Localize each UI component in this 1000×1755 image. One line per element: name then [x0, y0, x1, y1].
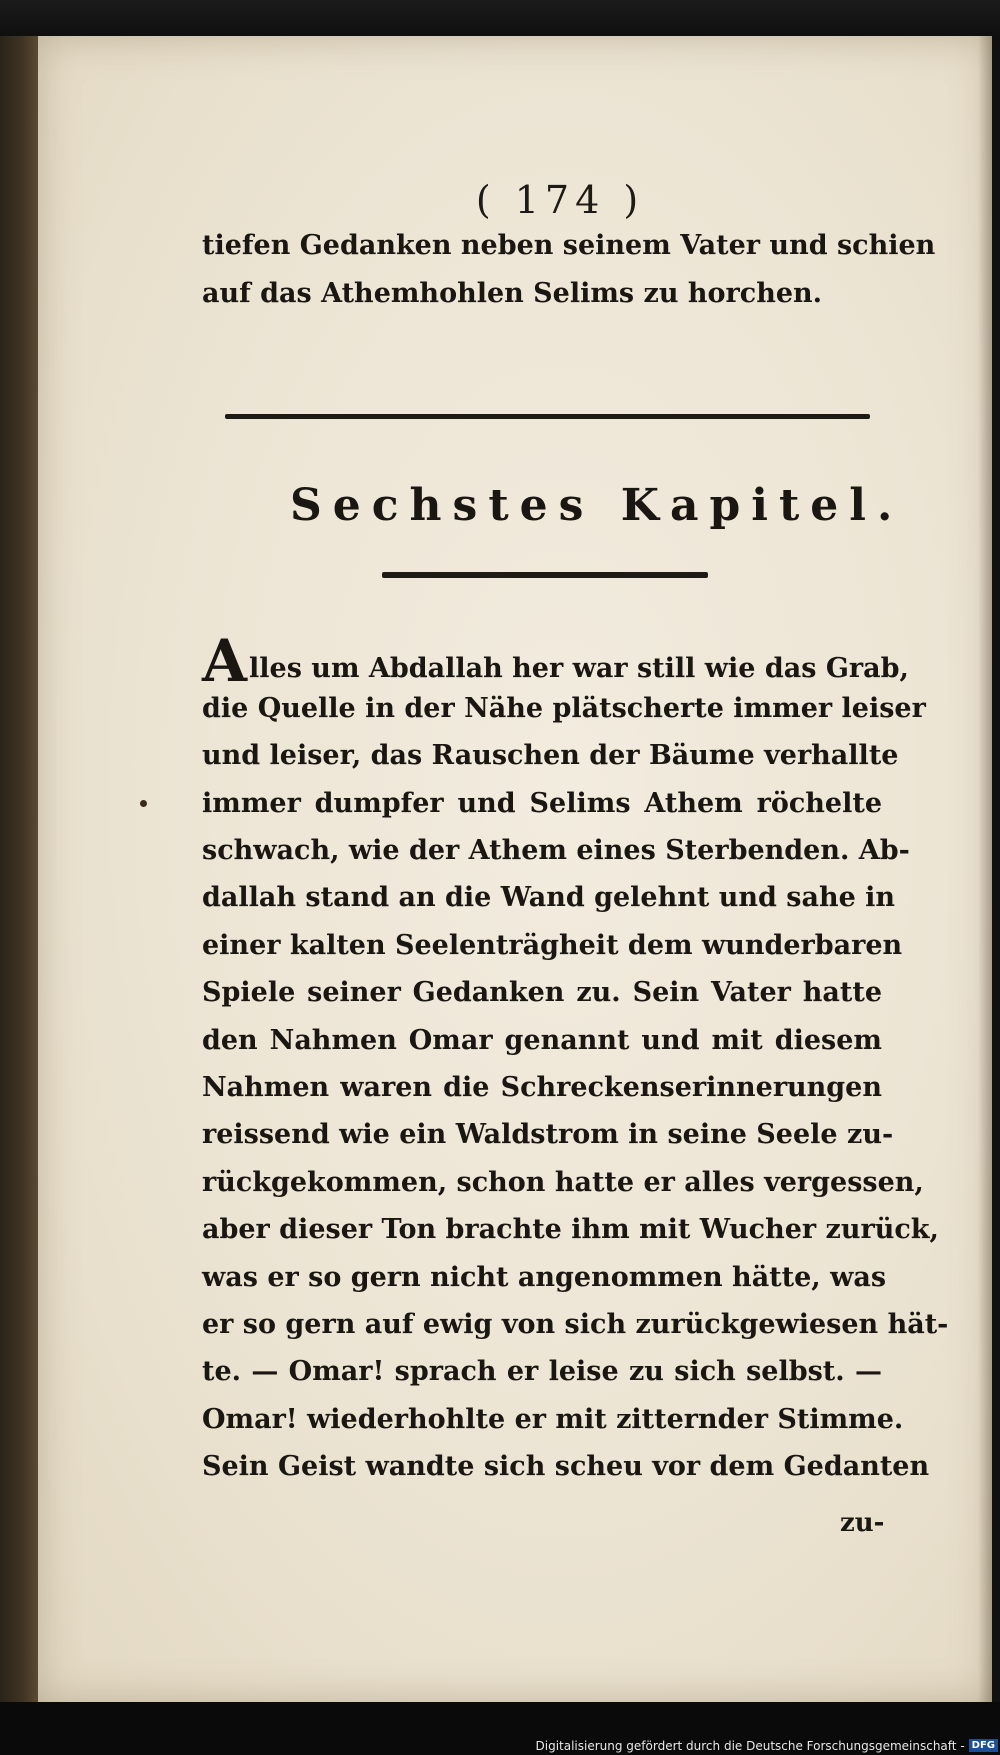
drop-cap: A: [202, 627, 248, 695]
chapter-heading: Sechstes Kapitel.: [290, 480, 904, 531]
body-line-first: [202, 627, 909, 695]
body-line: dallah stand an die Wand gelehnt und sahe in: [202, 882, 896, 913]
body-line-text: lles um Abdallah her war still wie das Grab,: [249, 653, 909, 684]
page-number: ( 174 ): [475, 178, 645, 222]
body-line: immer dumpfer und Selims Athem röchelte: [202, 788, 882, 819]
body-line: rückgekommen, schon hatte er alles vergessen,: [202, 1167, 924, 1198]
body-line: Sein Geist wandte sich scheu vor dem Gedanten: [202, 1451, 930, 1482]
scan-top-border: [0, 0, 1000, 40]
catchword: zu-: [840, 1508, 885, 1538]
margin-mark: [140, 800, 147, 807]
heading-underline-rule: [382, 572, 708, 578]
body-line: Nahmen waren die Schreckenserinnerungen: [202, 1072, 882, 1103]
body-line: einer kalten Seelenträgheit dem wunderbaren: [202, 930, 903, 961]
footer-credit: Digitalisierung gefördert durch die Deutsche Forschungsgemeinschaft -: [535, 1738, 965, 1753]
body-line: den Nahmen Omar genannt und mit diesem: [202, 1025, 882, 1056]
body-line: te. — Omar! sprach er leise zu sich selbst. —: [202, 1356, 882, 1387]
body-line: die Quelle in der Nähe plätscherte immer leiser: [202, 693, 926, 724]
body-line: reissend wie ein Waldstrom in seine Seele zu-: [202, 1119, 894, 1150]
book-binding: [0, 36, 38, 1726]
intro-line: auf das Athemhohlen Selims zu horchen.: [202, 278, 823, 309]
body-line: schwach, wie der Athem eines Sterbenden. Ab-: [202, 835, 910, 866]
dfg-badge: DFG: [969, 1739, 998, 1752]
intro-line: tiefen Gedanken neben seinem Vater und schien: [202, 230, 936, 261]
body-line: Omar! wiederhohlte er mit zitternder Stimme.: [202, 1404, 904, 1435]
body-line: aber dieser Ton brachte ihm mit Wucher zurück,: [202, 1214, 939, 1245]
section-divider-rule: [225, 414, 870, 419]
page-edge-shadow: [978, 36, 992, 1702]
footer-bar: [536, 1736, 1000, 1755]
body-line: Spiele seiner Gedanken zu. Sein Vater hatte: [202, 977, 882, 1008]
body-line: er so gern auf ewig von sich zurückgewiesen hät-: [202, 1309, 949, 1340]
body-line: und leiser, das Rauschen der Bäume verhallte: [202, 740, 899, 771]
body-line: was er so gern nicht angenommen hätte, was: [202, 1262, 887, 1293]
